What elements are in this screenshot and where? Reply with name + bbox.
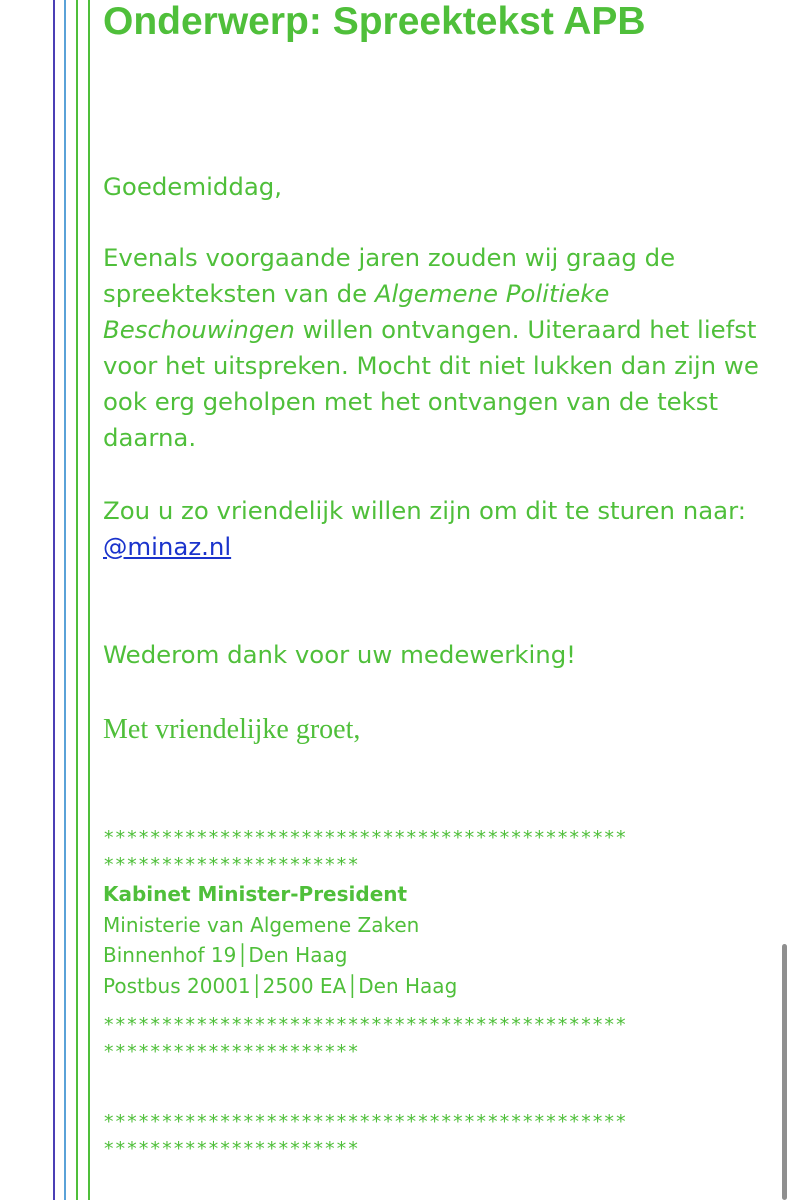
body-text-emphasis: Algemene Politieke Beschouwingen [103, 279, 610, 344]
signature-stars-extra-1: ********************************************* [103, 1111, 627, 1133]
body-text-part-2: willen ontvangen. Uiteraard het liefst voor het uitspreken. Mocht dit niet lukken dan zijn we ook erg geholpen met het ontvangen van de tekst daarna. [103, 315, 759, 452]
body-text-part-1: Evenals voorgaande jaren zouden wij graag de spreekteksten van de [103, 243, 676, 308]
thanks-line: Wederom dank voor uw medewerking! [103, 640, 576, 669]
body-text-request: Zou u zo vriendelijk willen zijn om dit te sturen naar: [103, 496, 746, 525]
quote-rule-blue [64, 0, 66, 1200]
signature-stars-bottom-2: ********************** [103, 1041, 360, 1063]
signature-stars-extra [103, 1109, 627, 1163]
signature-stars-bottom [103, 1012, 627, 1066]
body-paragraph-2 [103, 493, 763, 565]
signature-stars-top-2: ********************** [103, 854, 360, 876]
signature-block [103, 825, 627, 1001]
signature-ministry: Ministerie van Algemene Zaken [103, 912, 420, 937]
email-address-link[interactable]: @minaz.nl [103, 532, 232, 561]
signature-title: Kabinet Minister-President [103, 882, 408, 906]
quote-rule-green-1 [76, 0, 78, 1200]
quote-rule-purple [53, 0, 55, 1200]
signature-stars-top-1: ********************************************* [103, 827, 627, 849]
body-paragraph-1 [103, 240, 763, 456]
signature-address: Binnenhof 19│Den Haag [103, 943, 348, 967]
vertical-scrollbar[interactable] [782, 944, 787, 1200]
signature-stars-bottom-1: ********************************************* [103, 1014, 627, 1036]
signature-stars-extra-2: ********************** [103, 1138, 360, 1160]
signature-postbus: Postbus 20001│2500 EA│Den Haag [103, 973, 458, 998]
email-subject: Onderwerp: Spreektekst APB [103, 0, 646, 43]
quote-rule-green-2 [88, 0, 90, 1200]
greeting: Goedemiddag, [103, 172, 282, 201]
closing-line: Met vriendelijke groet, [103, 714, 361, 745]
